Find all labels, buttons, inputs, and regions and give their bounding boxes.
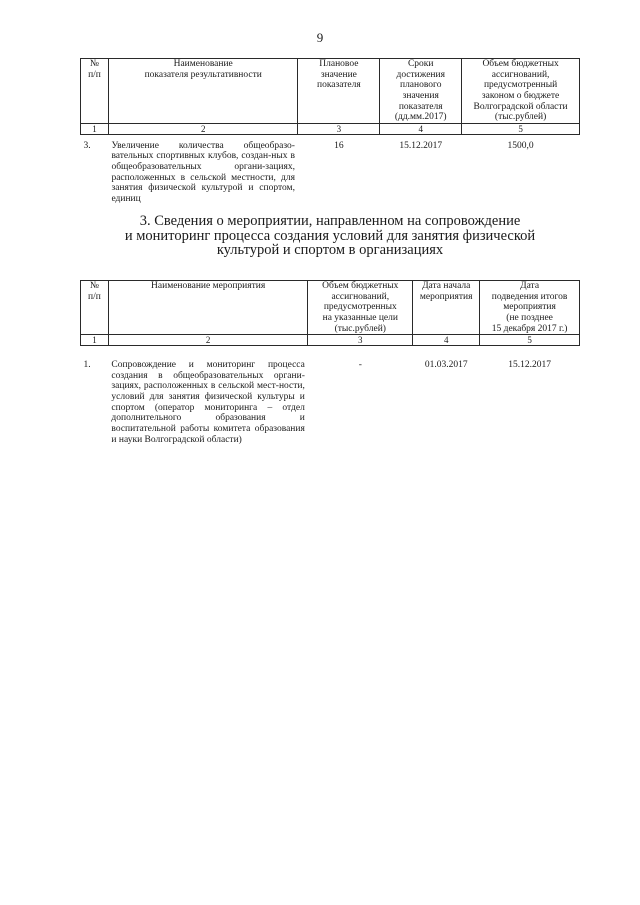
table-row xyxy=(81,134,580,204)
section-title-line: культурой и спортом в организациях xyxy=(216,242,444,258)
performance-indicator-table xyxy=(80,58,580,205)
index-cell: 2 xyxy=(108,335,307,346)
index-cell: 4 xyxy=(413,335,480,346)
section-title-line: и мониторинг процесса создания условий для занятия физической xyxy=(124,227,536,244)
col-header-budget: Объем бюджетных ассигнований, предусмотренных на указанные цели (тыс.рублей) xyxy=(308,281,413,335)
col-header-number: № п/п xyxy=(81,59,109,124)
col-header-end-date: Дата подведения итогов мероприятия (не позднее 15 декабря 2017 г.) xyxy=(480,281,580,335)
deadline-date: 15.12.2017 xyxy=(399,140,443,151)
index-cell: 3 xyxy=(308,335,413,346)
section-title xyxy=(80,214,580,258)
col-header-indicator-name: Наименование показателя результативности xyxy=(108,59,298,124)
budget-value: - xyxy=(358,360,362,371)
index-cell: 2 xyxy=(108,123,298,134)
row-number: 3. xyxy=(83,140,91,151)
index-cell: 5 xyxy=(462,123,580,134)
index-cell: 1 xyxy=(81,335,109,346)
row-number: 1. xyxy=(83,360,91,371)
col-header-start-date: Дата начала мероприятия xyxy=(413,281,480,335)
index-cell: 4 xyxy=(380,123,462,134)
plan-value: 16 xyxy=(334,140,344,151)
col-header-deadline: Сроки достижения планового значения показателя (дд.мм.2017) xyxy=(380,59,462,124)
col-header-activity-name: Наименование мероприятия xyxy=(108,281,307,335)
col-header-budget: Объем бюджетных ассигнований, предусмотренный законом о бюджете Волгоградской области (тыс.рублей) xyxy=(462,59,580,124)
activity-name: Сопровождение и мониторинг процесса создания в общеобразовательных органи-зациях, расположенных в сельской мест-ности, условий для занятия физической культуры и спортом (оператор мониторинга – отдел дополнительного образования и воспитательной работы комитета образования и науки Волгоградской области) xyxy=(111,360,305,445)
index-cell: 5 xyxy=(480,335,580,346)
end-date: 15.12.2017 xyxy=(508,360,551,371)
index-cell: 3 xyxy=(298,123,380,134)
budget-value: 1500,0 xyxy=(507,140,534,151)
index-cell: 1 xyxy=(81,123,109,134)
col-header-plan-value: Плановое значение показателя xyxy=(298,59,380,124)
col-header-number: № п/п xyxy=(81,281,109,335)
section-title-line: 3. Сведения о мероприятии, направленном на сопровождение xyxy=(139,213,521,229)
start-date: 01.03.2017 xyxy=(424,360,468,371)
activity-table xyxy=(80,280,580,445)
table-row xyxy=(81,346,580,446)
page-number: 9 xyxy=(316,30,324,45)
indicator-name: Увеличение количества общеобразо-вательных спортивных клубов, создан-ных в общеобразовательных органи-зациях, расположенных в сельской местности, для занятия физической культурой и спортом, единиц xyxy=(111,140,295,204)
